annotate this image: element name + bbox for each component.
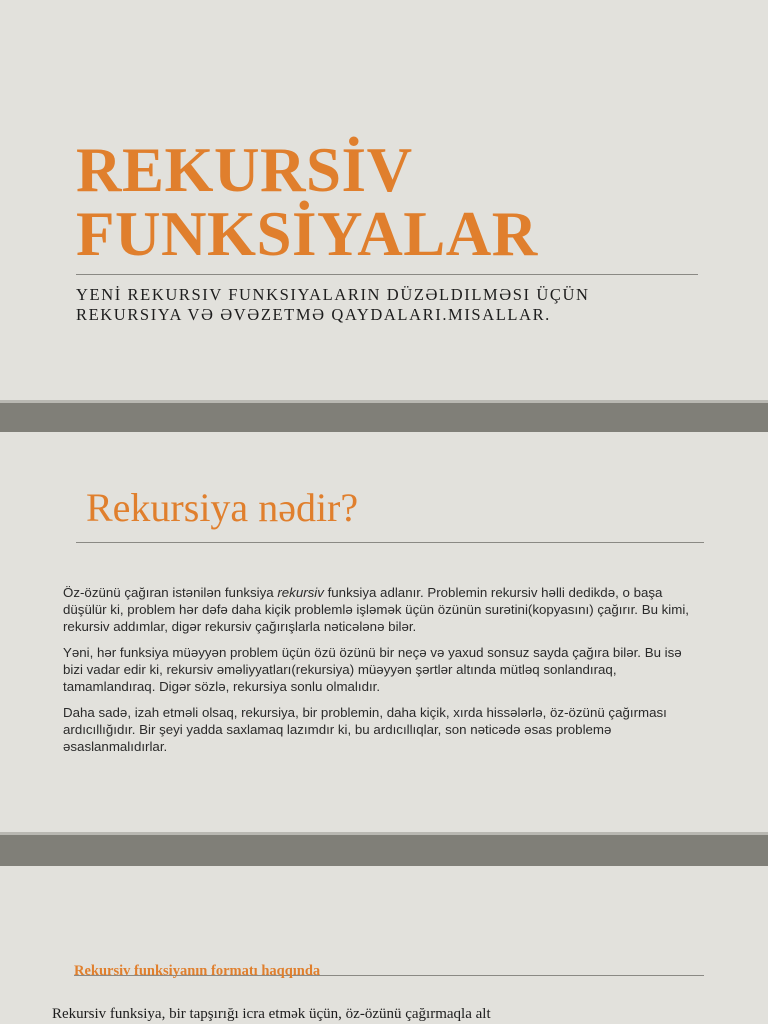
slide-heading: Rekursiv funksiyanın formatı haqqında <box>74 963 321 979</box>
content-slide-recursion <box>0 432 768 832</box>
heading-divider-line <box>76 542 704 543</box>
title-divider-line <box>76 274 698 275</box>
presentation-title <box>76 135 716 269</box>
presentation-subtitle <box>76 285 716 325</box>
paragraph-1: Öz-özünü çağıran istənilən funksiya rekursiv funksiya adlanır. Problemin rekursiv həlli dedikdə, o başa düşülür ki, problem hər dəfə daha kiçik problemlə işləmək üçün özünün surətini(kopyasını) çağırır. Bu kimi, rekursiv addımlar, digər rekursiv çağırışlarla nəticələnə bilər. <box>63 585 689 634</box>
slide-body-text: Rekursiv funksiya, bir tapşırığı icra etmək üçün, öz-özünü çağırmaqla alt <box>52 1006 491 1022</box>
title-line-1: REKURSİV <box>76 135 413 205</box>
title-line-2: FUNKSİYALAR <box>76 199 538 269</box>
slide-heading: Rekursiya nədir? <box>86 485 359 530</box>
slide-separator <box>0 832 768 866</box>
title-slide <box>0 0 768 400</box>
emphasis-term: rekursiv <box>277 585 324 600</box>
subtitle-line-1: YENİ REKURSIV FUNKSIYALARIN DÜZƏLDILMƏSI ÜÇÜN <box>76 285 590 304</box>
paragraph-2: Yəni, hər funksiya müəyyən problem üçün özü özünü bir neçə və yaxud sonsuz sayda çağıra bilər. Bu isə bizi vadar edir ki, rekursiv əməliyyatları(rekursiya) müəyyən şərtlər altında mütləq sonlandıraq, tamamlandıraq. Digər sözlə, rekursiya sonlu olmalıdır. <box>63 645 682 694</box>
paragraph-3: Daha sadə, izah etməli olsaq, rekursiya, bir problemin, daha kiçik, xırda hissələrlə, öz-özünü çağırması ardıcıllığıdır. Bir şeyi yadda saxlamaq lazımdır ki, bu ardıcıllıqlar, son nəticədə əsas problemə əsaslanmalıdırlar. <box>63 705 667 754</box>
slide-separator <box>0 400 768 432</box>
subtitle-line-2: REKURSIYA VƏ ƏVƏZETMƏ QAYDALARI.MISALLAR. <box>76 305 551 324</box>
slide-body <box>63 584 703 764</box>
content-slide-format <box>0 866 768 1024</box>
